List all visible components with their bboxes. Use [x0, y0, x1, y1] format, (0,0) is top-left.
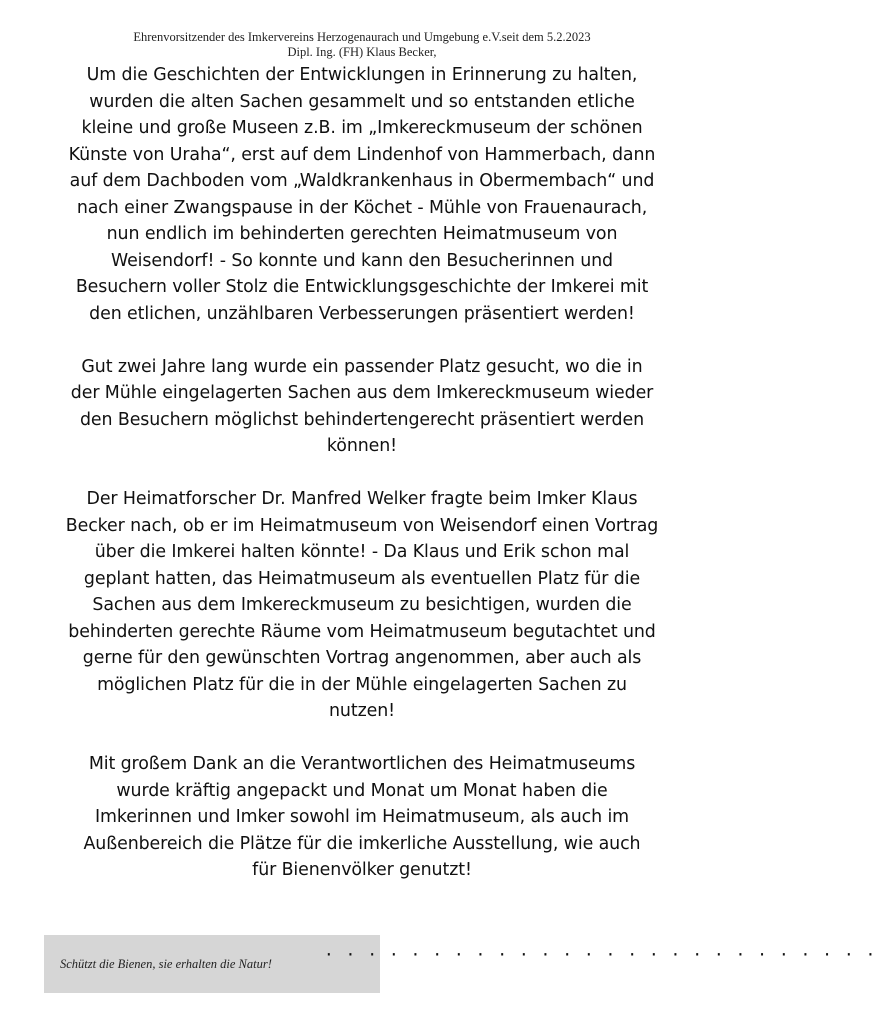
- text-line: Künste von Uraha“, erst auf dem Lindenhof von Hammerbach, dann: [68, 144, 656, 165]
- text-line: Sachen aus dem Imkereckmuseum zu besichtigen, wurden die: [92, 595, 632, 615]
- text-line: Mit großem Dank an die Verantwortlichen des Heimatmuseums: [88, 754, 636, 774]
- text-line: nach einer Zwangspause in der Köchet - Mühle von Frauenaurach,: [76, 197, 648, 218]
- text-line: der Mühle eingelagerten Sachen aus dem Imkereckmuseum wieder: [70, 383, 654, 403]
- paragraph-1: [52, 62, 672, 327]
- text-line: wurden die alten Sachen gesammelt und so entstanden etliche: [89, 91, 635, 112]
- text-line: Besuchern voller Stolz die Entwicklungsgeschichte der Imkerei mit: [75, 277, 649, 297]
- paragraph-3: [52, 486, 672, 725]
- header-line-1: Ehrenvorsitzender des Imkervereins Herzogenaurach und Umgebung e.V.seit dem 5.2.2023: [133, 30, 591, 44]
- text-line: geplant hatten, das Heimatmuseum als eventuellen Platz für die: [83, 568, 641, 589]
- text-line: über die Imkerei halten könnte! - Da Klaus und Erik schon mal: [94, 542, 630, 562]
- text-line: möglichen Platz für die in der Mühle eingelagerten Sachen zu: [97, 674, 627, 695]
- text-line: wurde kräftig angepackt und Monat um Monat haben die: [116, 780, 608, 801]
- footer-motto: Schützt die Bienen, sie erhalten die Natur!: [60, 957, 272, 971]
- text-line: Außenbereich die Plätze für die imkerliche Ausstellung, wie auch: [83, 833, 641, 854]
- paragraph-4: [52, 751, 672, 884]
- paragraph-2: [52, 354, 672, 460]
- text-line: Imkerinnen und Imker sowohl im Heimatmuseum, als auch im: [94, 807, 630, 827]
- text-line: Becker nach, ob er im Heimatmuseum von Weisendorf einen Vortrag: [65, 515, 659, 536]
- page-header: [0, 30, 724, 60]
- text-line: auf dem Dachboden vom „Waldkrankenhaus in Obermembach“ und: [69, 171, 655, 191]
- text-line: können!: [326, 436, 398, 456]
- text-line: Weisendorf! - So konnte und kann den Besucherinnen und: [111, 250, 613, 271]
- text-line: Der Heimatforscher Dr. Manfred Welker fragte beim Imker Klaus: [86, 489, 638, 509]
- text-line: für Bienenvölker genutzt!: [252, 860, 472, 880]
- text-line: den etlichen, unzählbaren Verbesserungen präsentiert werden!: [89, 303, 635, 324]
- text-line: Um die Geschichten der Entwicklungen in Erinnerung zu halten,: [86, 65, 638, 85]
- text-line: kleine und große Museen z.B. im „Imkereckmuseum der schönen: [81, 118, 643, 138]
- text-line: nutzen!: [329, 701, 395, 721]
- dotted-signature-line: · · · · · · · · · · · · · · · · · · · · · · · · · ·: [324, 945, 876, 964]
- footer-motto-box: [44, 935, 380, 993]
- body-text: [52, 62, 672, 884]
- text-line: gerne für den gewünschten Vortrag angenommen, aber auch als: [82, 648, 642, 668]
- header-line-2: Dipl. Ing. (FH) Klaus Becker,: [287, 45, 437, 59]
- text-line: den Besuchern möglichst behindertengerecht präsentiert werden: [79, 409, 645, 430]
- text-line: behinderten gerechte Räume vom Heimatmuseum begutachtet und: [68, 621, 656, 642]
- text-line: Gut zwei Jahre lang wurde ein passender Platz gesucht, wo die in: [81, 356, 643, 377]
- text-line: nun endlich im behinderten gerechten Heimatmuseum von: [106, 224, 618, 244]
